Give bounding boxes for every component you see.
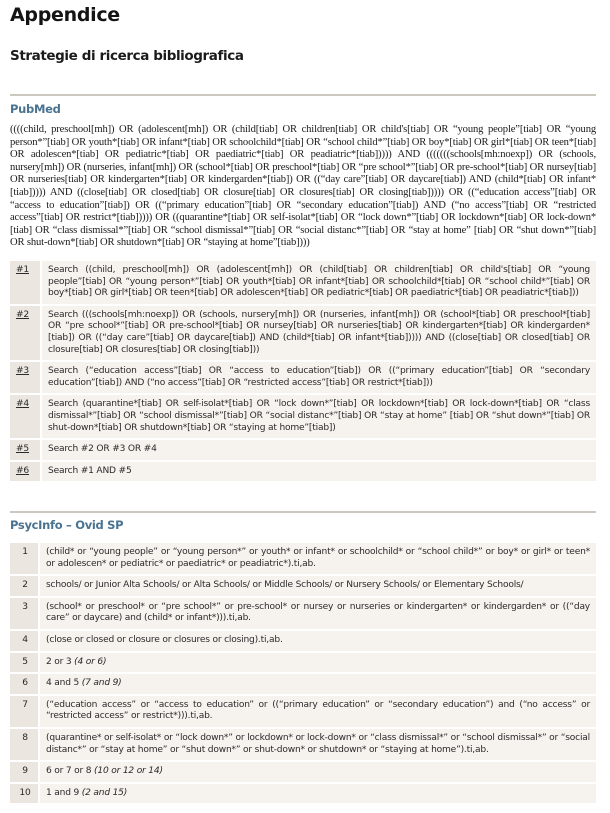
section-subtitle: Strategie di ricerca bibliografica	[10, 48, 244, 64]
line-query-cell	[40, 598, 596, 629]
search-number-link[interactable]: #6	[16, 465, 30, 476]
search-query-cell: Search #1 AND #5	[42, 462, 596, 482]
line-number: 10	[10, 784, 40, 804]
line-number: 5	[10, 653, 40, 673]
psycinfo-row-2	[10, 576, 596, 596]
search-query-cell: Search (((schools[mh:noexp]) OR (schools, nursery[mh]) OR (nurseries, infant[mh]) OR (school*[tiab] OR preschool*[tiab] OR “pre school*”[tiab] OR pre-school*[tiab] OR nursey[tiab] OR nurseries[tiab] OR kindergarten*[tiab] OR kindergarden*[tiab]) OR ((“day care”[tiab] OR daycare[tiab]) AND (child*[tiab] OR infant*[tiab])))) AND ((close[tiab] OR closed[tiab] OR closure[tiab] OR closures[tiab] OR closing[tiab]))	[42, 306, 596, 360]
search-number-cell	[10, 362, 42, 393]
line-query: (close or closed or closure or closures or closing).ti,ab.	[46, 634, 283, 645]
line-query-cell	[40, 543, 596, 574]
line-number: 6	[10, 674, 40, 694]
divider-pubmed	[10, 94, 596, 96]
line-query-cell	[40, 696, 596, 727]
pubmed-row-1	[10, 261, 596, 304]
search-number-cell	[10, 395, 42, 438]
psycinfo-row-7	[10, 696, 596, 727]
search-query-cell: Search (quarantine*[tiab] OR self-isolat*[tiab] OR “lock down*”[tiab] OR lockdown*[tiab] OR lock-down*[tiab] OR “class dismissal*”[tiab] OR “school dismissal*”[tiab] OR “social distanc*”[tiab] OR “stay at home” [tiab] OR “shut down*”[tiab] OR shut-down*[tiab] OR shutdown*[tiab] OR “staying at home”[tiab])	[42, 395, 596, 438]
search-number-cell	[10, 440, 42, 460]
line-note: (2 and 15)	[81, 787, 128, 798]
pubmed-row-2	[10, 306, 596, 360]
line-number: 1	[10, 543, 40, 574]
pubmed-heading: PubMed	[10, 102, 61, 116]
psycinfo-row-4	[10, 631, 596, 651]
search-number-cell	[10, 306, 42, 360]
line-query-cell	[40, 729, 596, 760]
line-note: (10 or 12 or 14)	[94, 766, 163, 777]
divider-psycinfo	[10, 511, 596, 513]
line-note: (7 and 9)	[81, 678, 122, 689]
psycinfo-row-3	[10, 598, 596, 629]
psycinfo-row-5	[10, 653, 596, 673]
line-query-cell	[40, 762, 596, 782]
line-query: (“education access” or “access to education” or ((“primary education” or “secondary education”) and (“no access” or “restricted access” or restrict*))).ti,ab.	[46, 699, 590, 722]
search-number-link[interactable]: #1	[16, 265, 30, 275]
line-query: 4 and 5	[46, 678, 80, 689]
pubmed-row-3	[10, 362, 596, 393]
pubmed-row-5	[10, 440, 596, 460]
line-query-cell	[40, 674, 596, 694]
search-number-cell	[10, 261, 42, 304]
line-number: 2	[10, 576, 40, 596]
pubmed-row-4	[10, 395, 596, 438]
line-note: (4 or 6)	[74, 656, 107, 667]
pubmed-row-6	[10, 462, 596, 482]
psycinfo-heading: PsycInfo – Ovid SP	[10, 518, 124, 532]
line-query: schools/ or Junior Alta Schools/ or Alta Schools/ or Middle Schools/ or Nursery Schools/ or Elementary Schools/	[46, 580, 524, 591]
line-number: 9	[10, 762, 40, 782]
line-query-cell	[40, 653, 596, 673]
line-query-cell	[40, 576, 596, 596]
line-number: 4	[10, 631, 40, 651]
search-query-cell: Search #2 OR #3 OR #4	[42, 440, 596, 460]
line-number: 7	[10, 696, 40, 727]
page-title: Appendice	[10, 4, 120, 26]
line-query: 6 or 7 or 8	[46, 766, 92, 777]
psycinfo-row-1	[10, 543, 596, 574]
line-query-cell	[40, 784, 596, 804]
psycinfo-row-9	[10, 762, 596, 782]
psycinfo-row-8	[10, 729, 596, 760]
line-number: 8	[10, 729, 40, 760]
search-number-link[interactable]: #3	[16, 366, 30, 377]
line-query: 2 or 3	[46, 656, 72, 667]
psycinfo-search-table	[10, 541, 596, 805]
psycinfo-row-10	[10, 784, 596, 804]
line-query: 1 and 9	[46, 787, 80, 798]
pubmed-full-query: ((((child, preschool[mh]) OR (adolescent[mh]) OR (child[tiab] OR children[tiab] OR child's[tiab] OR “young people”[tiab] OR “young person*”[tiab] OR youth*[tiab] OR infant*[tiab] OR schoolchild*[tiab] OR “school child*”[tiab] OR boy*[tiab] OR girl*[tiab] OR teen*[tiab] OR adolescen*[tiab] OR pediatric*[tiab] OR paediatric*[tiab] OR peadiatric*[tiab])))) AND (((((((schools[mh:noexp]) OR (schools, nursery[mh]) OR (nurseries, infant[mh]) OR (school*[tiab] OR preschool*[tiab] OR “pre school*”[tiab] OR pre-school*[tiab] OR nursey[tiab] OR nurseries[tiab] OR kindergarten*[tiab] OR kindergarden*[tiab]) OR ((“day care”[tiab] OR daycare[tiab]) AND (child*[tiab] OR infant*[tiab])))) AND ((close[tiab] OR closed[tiab] OR closure[tiab] OR closures[tiab] OR closing[tiab])))) OR ((“education access”[tiab] OR “access to education”[tiab]) OR ((“primary education”[tiab] OR “secondary education”[tiab]) AND (“no access”[tiab] OR “restricted access”[tiab] OR restrict*[tiab])))) OR ((quarantine*[tiab] OR self-isolat*[tiab] OR “lock down*”[tiab] OR lockdown*[tiab] OR lock-down*[tiab] OR “class dismissal*”[tiab] OR “school dismissal*”[tiab] OR “social distanc*”[tiab] OR “stay at home” [tiab] OR “shut down*”[tiab] OR shut-down*[tiab] OR shutdown*[tiab] OR “staying at home”[tiab])))	[10, 124, 596, 249]
line-query: (quarantine* or self-isolat* or “lock down*” or lockdown* or lock-down* or “class dismissal*” or “school dismissal*” or “social distanc*” or “stay at home” or “shut down*” or shut-down* or shutdown* or “staying at home”).ti,ab.	[46, 732, 590, 755]
search-query-cell: Search (“education access”[tiab] OR “access to education”[tiab]) OR ((“primary education”[tiab] OR “secondary education”[tiab]) AND (“no access”[tiab] OR “restricted access”[tiab] OR restrict*[tiab]))	[42, 362, 596, 393]
line-query: (school* or preschool* or “pre school*” or pre-school* or nursey or nurseries or kindergarten* or kindergarden* or ((“day care” or daycare) and (child* or infant*))).ti,ab.	[46, 601, 590, 624]
search-query-cell: Search ((child, preschool[mh]) OR (adolescent[mh]) OR (child[tiab] OR children[tiab] OR child's[tiab] OR “young people”[tiab] OR “young person*”[tiab] OR youth*[tiab] OR infant*[tiab] OR schoolchild*[tiab] OR “school child*”[tiab] OR boy*[tiab] OR girl*[tiab] OR teen*[tiab] OR adolescen*[tiab] OR pediatric*[tiab] OR paediatric*[tiab] OR peadiatric*[tiab]))	[42, 261, 596, 304]
search-number-link[interactable]: #5	[16, 444, 30, 455]
search-number-link[interactable]: #2	[16, 309, 30, 320]
line-query-cell	[40, 631, 596, 651]
psycinfo-row-6	[10, 674, 596, 694]
pubmed-search-table	[10, 259, 596, 483]
search-number-link[interactable]: #4	[16, 399, 30, 410]
line-query: (child* or “young people” or “young person*” or youth* or infant* or schoolchild* or “school child*” or boy* or girl* or teen* or adolescen* or pediatric* or paediatric* or peadiatric*).ti,ab.	[46, 547, 590, 569]
search-number-cell	[10, 462, 42, 482]
line-number: 3	[10, 598, 40, 629]
